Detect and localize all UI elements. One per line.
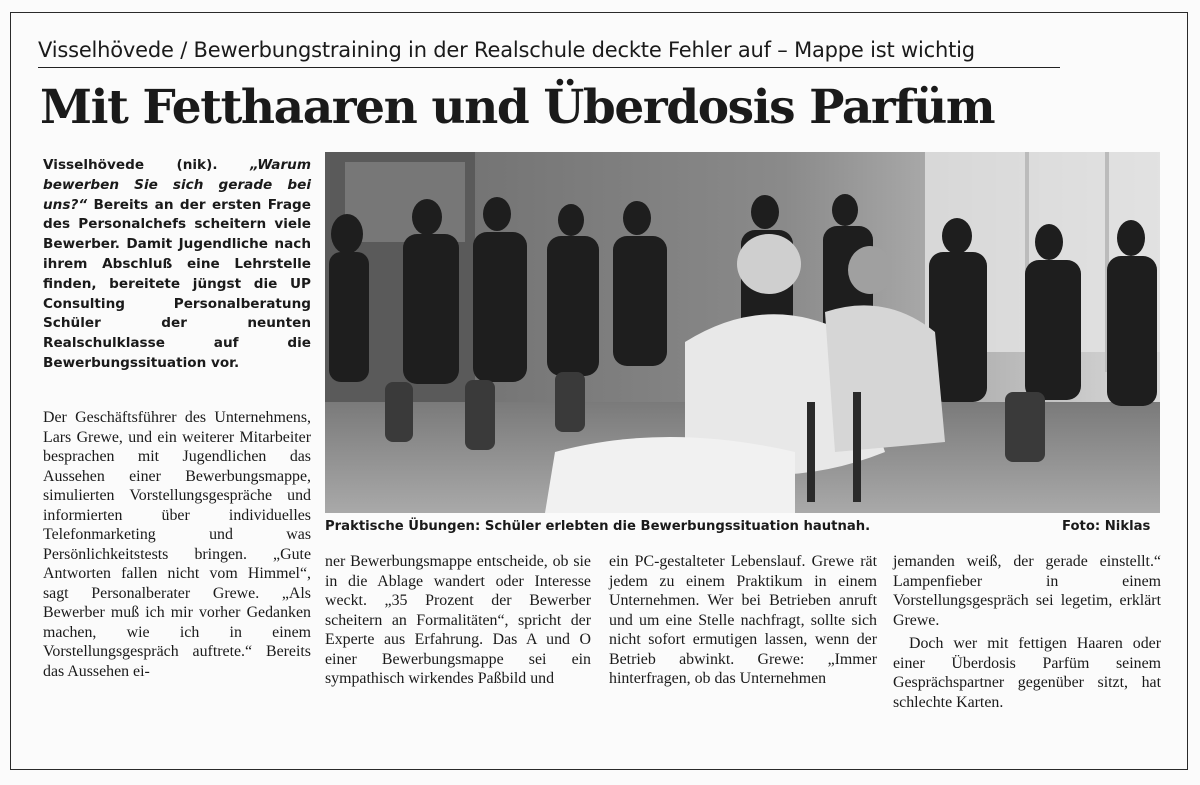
article-headline: Mit Fetthaaren und Überdosis Parfüm — [40, 80, 995, 135]
photo-caption: Praktische Übungen: Schüler erlebten die Bewerbungssituation hautnah. — [325, 519, 871, 534]
column-4-paragraph-1: jemanden weiß, der gerade einstellt.“ Lampenfieber in einem Vorstellungsgespräch sei legetim, erklärt Grewe. — [893, 553, 1161, 629]
article-kicker: Visselhövede / Bewerbungstraining in der Realschule deckte Fehler auf – Mappe ist wichtig — [38, 38, 975, 62]
lead-paragraph — [43, 156, 311, 374]
lead-question: „Warum bewerben Sie sich gerade bei uns?“ — [43, 157, 311, 213]
body-column-2 — [325, 552, 591, 689]
body-column-3 — [609, 552, 877, 689]
column-2-text: ner Bewerbungsmappe entscheide, ob sie in die Ablage wandert oder Interesse weckt. „35 Prozent der Bewerber scheitern an Formalitäten“, spricht der Experte aus Erfahrung. Das A und O einer Bewerbungsmappe sei ein sympathisch wirkendes Paßbild und — [325, 553, 591, 687]
lead-text: Bereits an der ersten Frage des Personalchefs scheitern viele Bewerber. Damit Jugendliche nach ihrem Abschluß eine Lehrstelle finden, bereitete jüngst die UP Consulting Personalberatung Schüler der neunten Realschulklasse auf die Bewerbungssituation vor. — [43, 196, 311, 371]
lead-dateline: Visselhövede (nik). — [43, 157, 250, 173]
column-1-text: Der Geschäftsführer des Unternehmens, Lars Grewe, und ein weiterer Mitarbeiter besprachen mit Jugendlichen das Aussehen einer Bewerbungsmappe, simulierten Vorstellungsgespräche und informierten über individuelles Telefonmarketing und was Persönlichkeitstests bringen. „Gute Antworten fallen nicht vom Himmel“, sagt Personalberater Grewe. „Als Bewerber muß ich mir vorher Gedanken machen, wie ich in einem Vorstellungsgespräch auftrete.“ Bereits das Aussehen ei- — [43, 409, 311, 680]
column-3-text: ein PC-gestalteter Lebenslauf. Grewe rät jedem zu einem Praktikum in einem Unternehmen. Wer bei Betrieben anruft und um eine Stelle nachfragt, sollte sich nicht sofort ermutigen lassen, wenn der Betrieb abwinkt. Grewe: „Immer hinterfragen, ob das Unternehmen — [609, 553, 877, 687]
classroom-photo-image — [325, 152, 1160, 513]
column-4-paragraph-2: Doch wer mit fettigen Haaren oder einer Überdosis Parfüm seinem Gesprächspartner gegenüber sitzt, hat schlechte Karten. — [893, 635, 1161, 711]
body-column-4 — [893, 552, 1161, 712]
body-column-1 — [43, 408, 311, 681]
photo-credit: Foto: Niklas — [1062, 519, 1151, 534]
kicker-rule — [38, 67, 1060, 68]
article-photo — [325, 152, 1160, 513]
